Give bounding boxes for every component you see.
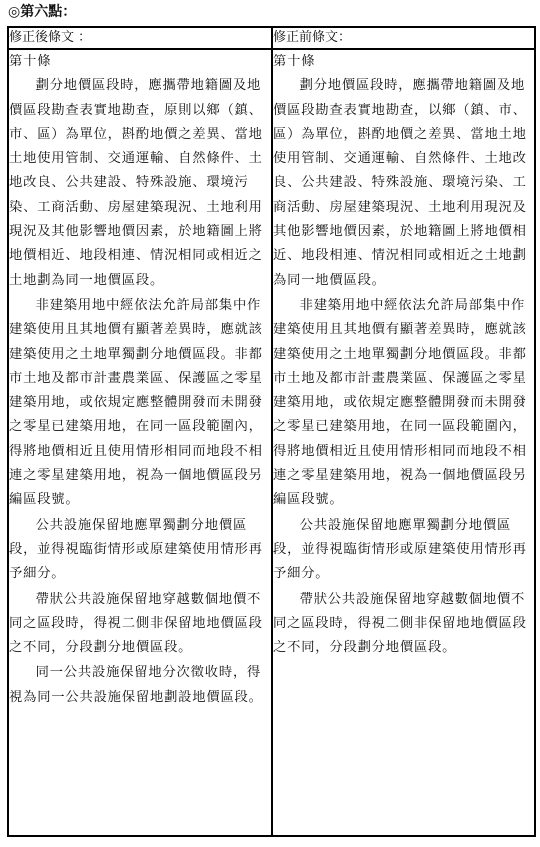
comparison-table (7, 26, 536, 837)
content-row (8, 49, 535, 836)
original-paragraph-2: 非建築用地中經依法允許局部集中作建築使用且其地價有顯著差異時，應就該建築使用之土地單獨劃分地價區段。非都市土地及都市計畫農業區、保護區之零星建築用地，或依規定應整體開發而未開發之零星已建築用地，在同一區段範圍內，得將地價相近且使用情形相同而地段不相連之零星建築用地，視為一個地價區段另編區段號。 (273, 297, 527, 508)
amended-column-header: 修正後條文 ： (8, 27, 272, 49)
original-article-number: 第十條 (273, 54, 316, 69)
original-text-cell (272, 49, 535, 836)
amended-paragraph-3: 公共設施保留地應單獨劃分地價區段，並得視臨街情形或原建築使用情形再予細分。 (9, 517, 263, 582)
amended-article-number: 第十條 (9, 54, 52, 69)
amended-paragraph-5: 同一公共設施保留地分次徵收時，得視為同一公共設施保留地劃設地價區段。 (9, 665, 263, 705)
header-row (8, 27, 535, 49)
original-paragraph-4: 帶狀公共設施保留地穿越數個地價不同之區段時，得視二側非保留地地價區段之不同，分段劃分地價區段。 (273, 591, 527, 656)
amended-paragraph-1: 劃分地價區段時，應攜帶地籍圖及地價區段勘查表實地勘查，原則以鄉（鎮、市、區）為單位，斟酌地價之差異、當地土地使用管制、交通運輸、自然條件、土地改良、公共建設、特殊設施、環境污染、工商活動、房屋建築現況、土地利用現況及其他影響地價因素，於地籍圖上將地價相近、地段相連、情況相同或相近之土地劃為同一地價區段。 (9, 78, 263, 288)
section-heading: ◎第六點： (8, 4, 77, 20)
amended-paragraph-2: 非建築用地中經依法允許局部集中作建築使用且其地價有顯著差異時，應就該建築使用之土地單獨劃分地價區段。非都市土地及都市計畫農業區、保護區之零星建築用地，或依規定應整體開發而未開發之零星已建築用地，在同一區段範圍內，得將地價相近且使用情形相同而地段不相連之零星建築用地，視為一個地價區段另編區段號。 (9, 297, 263, 508)
original-paragraph-1: 劃分地價區段時，應攜帶地籍圖及地價區段勘查表實地勘查，以鄉（鎮、市、區）為單位，斟酌地價之差異、當地土地使用管制、交通運輸、自然條件、土地改良、公共建設、特殊設施、環境污染、工商活動、房屋建築現況、土地利用現況及其他影響地價因素，於地籍圖上將地價相近、地段相連、情況相同或相近之土地劃為同一地價區段。 (273, 78, 527, 288)
original-column-header: 修正前條文： (272, 27, 535, 49)
original-paragraph-3: 公共設施保留地應單獨劃分地價區段，並得視臨街情形或原建築使用情形再予細分。 (273, 517, 527, 582)
amended-paragraph-4: 帶狀公共設施保留地穿越數個地價不同之區段時，得視二側非保留地地價區段之不同，分段劃分地價區段。 (9, 591, 263, 656)
amended-text-cell (8, 49, 272, 836)
